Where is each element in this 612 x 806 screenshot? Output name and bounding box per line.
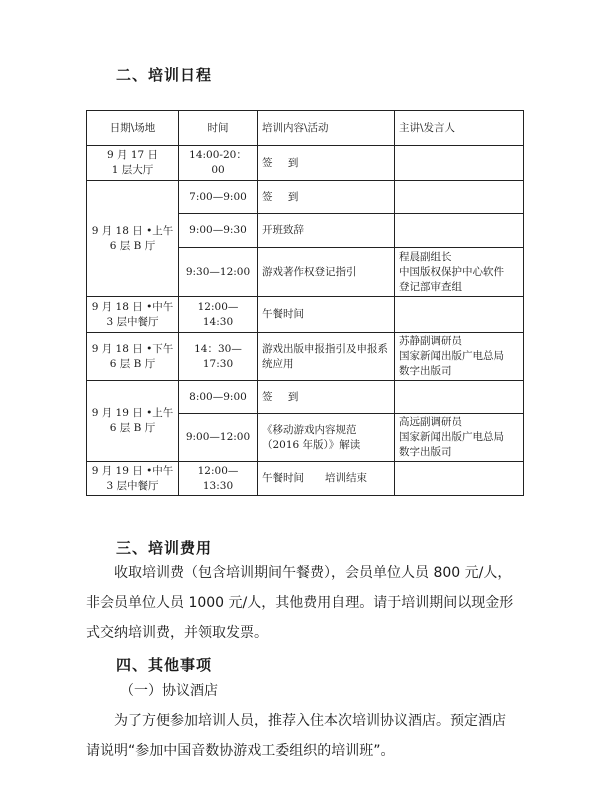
table-row [87,462,524,496]
date-venue-cell: 9 月 18 日 •下午 6 层 B 厅 [87,333,179,381]
content-cell: 签 到 [258,146,395,181]
time-cell: 14：30—17:30 [179,333,258,381]
fee-line: 收取培训费（包含培训期间午餐费），会员单位人员 800 元/人， [114,565,512,581]
time-cell: 12:00—13:30 [179,462,258,496]
date-venue-cell: 9 月 18 日 •中午 3 层中餐厅 [87,297,179,333]
time-cell: 9:30—12:00 [179,248,258,297]
table-row [87,333,524,381]
section-heading-fee: 三、培训费用 [116,539,213,557]
time-cell: 12:00—14:30 [179,297,258,333]
table-row [87,146,524,181]
time-cell: 8:00—9:00 [179,381,258,414]
fee-line: 非会员单位人员 1000 元/人，其他费用自理。请于培训期间以现金形 [86,595,514,611]
time-cell: 9:00—9:30 [179,214,258,248]
content-cell: 开班致辞 [258,214,395,248]
speaker-cell [395,181,524,214]
header-time: 时间 [179,111,258,146]
fee-line: 式交纳培训费，并领取发票。 [86,625,268,641]
date-venue-cell: 9 月 19 日 •中午 3 层中餐厅 [87,462,179,496]
fee-paragraph [86,558,526,648]
speaker-cell: 苏静副调研员 国家新闻出版广电总局 数字出版司 [395,333,524,381]
speaker-cell [395,297,524,333]
date-venue-cell: 9 月 17 日 1 层大厅 [87,146,179,181]
content-cell: 签 到 [258,381,395,414]
content-cell: 《移动游戏内容规范（2016 年版）》解读 [258,414,395,462]
speaker-cell: 高远副调研员 国家新闻出版广电总局 数字出版司 [395,414,524,462]
time-cell: 9:00—12:00 [179,414,258,462]
table-header-row [87,111,524,146]
speaker-cell [395,381,524,414]
time-cell: 14:00-20：00 [179,146,258,181]
content-cell: 午餐时间 培训结束 [258,462,395,496]
speaker-cell [395,146,524,181]
header-content: 培训内容\活动 [258,111,395,146]
time-cell: 7:00—9:00 [179,181,258,214]
content-cell: 签 到 [258,181,395,214]
speaker-cell [395,462,524,496]
table-row [87,181,524,214]
section-heading-other: 四、其他事项 [116,656,213,674]
content-cell: 游戏出版申报指引及申报系统应用 [258,333,395,381]
header-speaker: 主讲\发言人 [395,111,524,146]
content-cell: 午餐时间 [258,297,395,333]
section-heading-schedule: 二、培训日程 [116,66,213,84]
other-paragraph [86,676,526,766]
content-cell: 游戏著作权登记指引 [258,248,395,297]
date-venue-cell: 9 月 19 日 •上午 6 层 B 厅 [87,381,179,462]
schedule-table [86,110,524,496]
hotel-line: 为了方便参加培训人员，推荐入住本次培训协议酒店。预定酒店 [114,713,506,729]
speaker-cell [395,214,524,248]
table-row [87,297,524,333]
table-row [87,381,524,414]
speaker-cell: 程晨副组长 中国版权保护中心软件 登记部审查组 [395,248,524,297]
hotel-line: 请说明“参加中国音数协游戏工委组织的培训班”。 [86,743,395,759]
header-date-venue: 日期\场地 [87,111,179,146]
date-venue-cell: 9 月 18 日 •上午 6 层 B 厅 [87,181,179,297]
sub-heading-hotel: （一）协议酒店 [120,683,218,699]
